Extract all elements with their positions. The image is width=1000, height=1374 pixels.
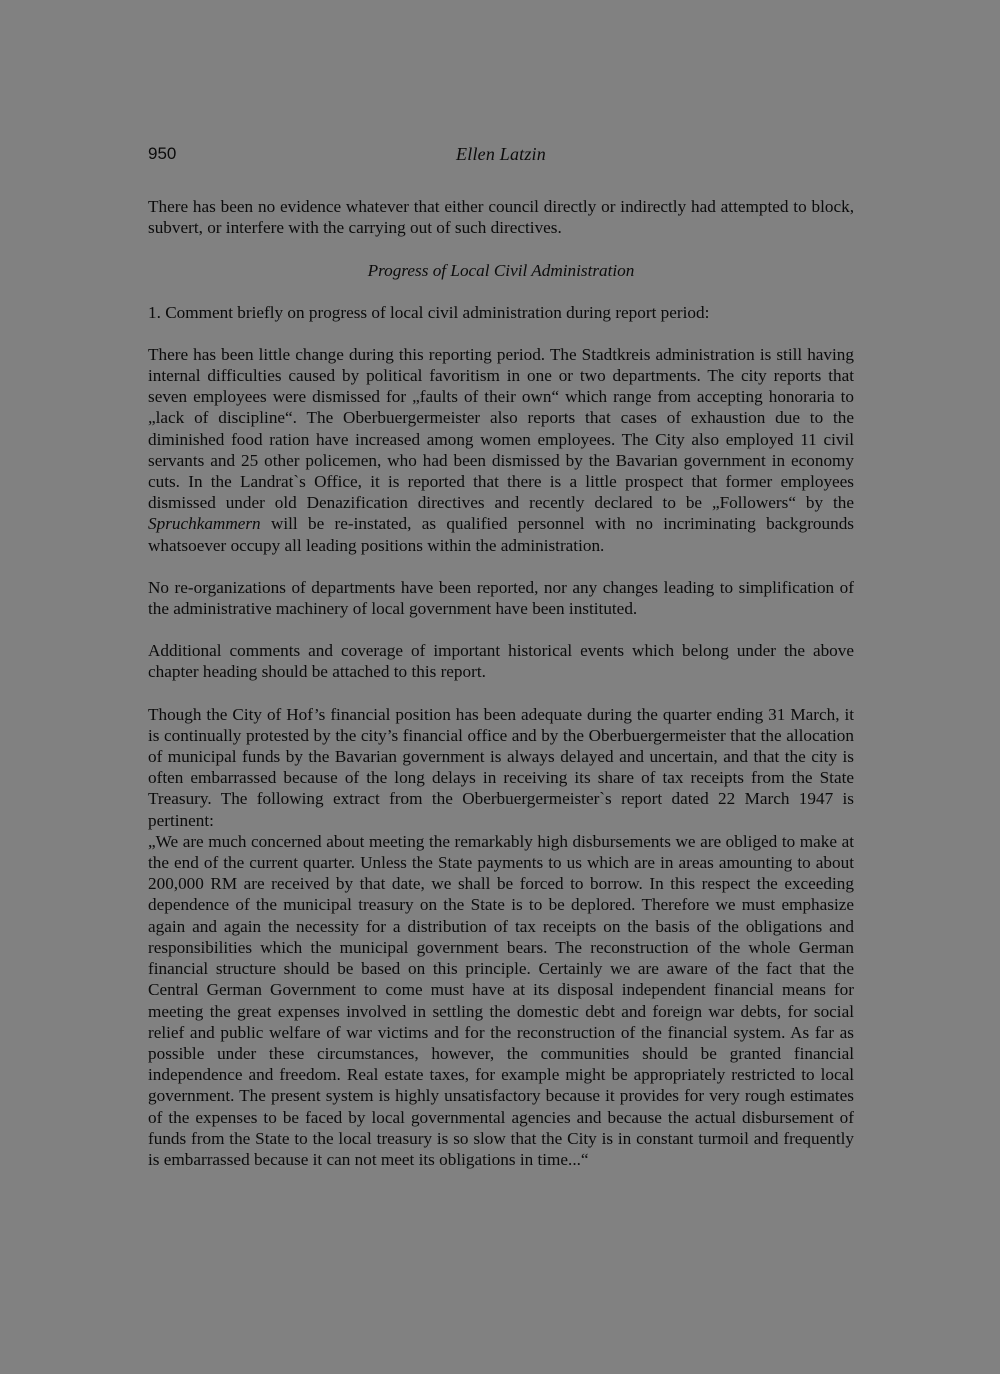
running-head: Ellen Latzin — [456, 144, 546, 164]
question-1: 1. Comment briefly on progress of local civil administration during report period: — [148, 302, 710, 322]
paragraph-1-text-b: will be re-instated, as qualified personnel with no incriminating backgrounds whatsoever occupy all leading positions within the administration. — [148, 514, 854, 555]
body-text — [148, 196, 854, 1170]
paragraph-1-italic-term: Spruchkammern — [148, 514, 261, 534]
page-number: 950 — [148, 144, 177, 163]
paragraph-3: Additional comments and coverage of important historical events which belong under the above chapter heading should be attached to this report. — [148, 641, 854, 682]
paragraph-4: Though the City of Hof’s financial position has been adequate during the quarter ending 31 March, it is continually protested by the city’s financial office and by the Oberbuergermeister that the allocation of municipal funds by the Bavarian government is always delayed and uncertain, and that the city is often embarrassed because of the long delays in receiving its share of tax receipts from the State Treasury. The following extract from the Oberbuergermeister`s report dated 22 March 1947 is pertinent: — [148, 704, 854, 830]
paragraph-1 — [148, 344, 854, 556]
page-header — [148, 144, 854, 168]
paragraph-5-quote: „We are much concerned about meeting the remarkably high disbursements we are obliged to make at the end of the current quarter. Unless the State payments to us which are in areas amounting to about 200,000 RM are received by that date, we shall be forced to borrow. In this respect the exceeding dependence of the municipal treasury on the State is to be deplored. Therefore we must emphasize again and again the necessity for a distribution of tax receipts on the basis of the obligations and responsibilities which the municipal government bears. The reconstruction of the whole German financial structure should be based on this principle. Certainly we are aware of the fact that the Central German Government to come must have at its disposal independent financial means for meeting the great expenses involved in settling the domestic debt and foreign war debts, for social relief and public welfare of war victims and for the reconstruction of the financial system. As far as possible under these circumstances, however, the communities should be granted financial independence and freedom. Real estate taxes, for example might be appropriately restricted to local government. The present system is highly unsatisfactory because it provides for very rough estimates of the expenses to be faced by local governmental agencies and because the actual disbursement of funds from the State to the local treasury is so slow that the City is in constant turmoil and frequently is embarrassed because it can not meet its obligations in time...“ — [148, 831, 854, 1169]
section-heading: Progress of Local Civil Administration — [367, 261, 635, 281]
paragraph-intro: There has been no evidence whatever that either council directly or indirectly had attempted to block, subvert, or interfere with the carrying out of such directives. — [148, 197, 854, 238]
paragraph-2: No re-organizations of departments have been reported, nor any changes leading to simplification of the administrative machinery of local government have been instituted. — [148, 577, 854, 619]
paragraph-1-text-a: There has been little change during this reporting period. The Stadtkreis administration is still having internal difficulties caused by political favoritism in one or two departments. The city reports that seven employees were dismissed for „faults of their own“ which range from accepting honoraria to „lack of discipline“. The Oberbuergermeister also reports that cases of exhaustion due to the diminished food ration have increased among women employees. The City also employed 11 civil servants and 25 other policemen, who had been dismissed by the Bavarian government in economy cuts. In the Landrat`s Office, it is reported that there is a little prospect that former employees dismissed under old Denazification directives and recently declared to be „Followers“ by the — [148, 344, 854, 513]
